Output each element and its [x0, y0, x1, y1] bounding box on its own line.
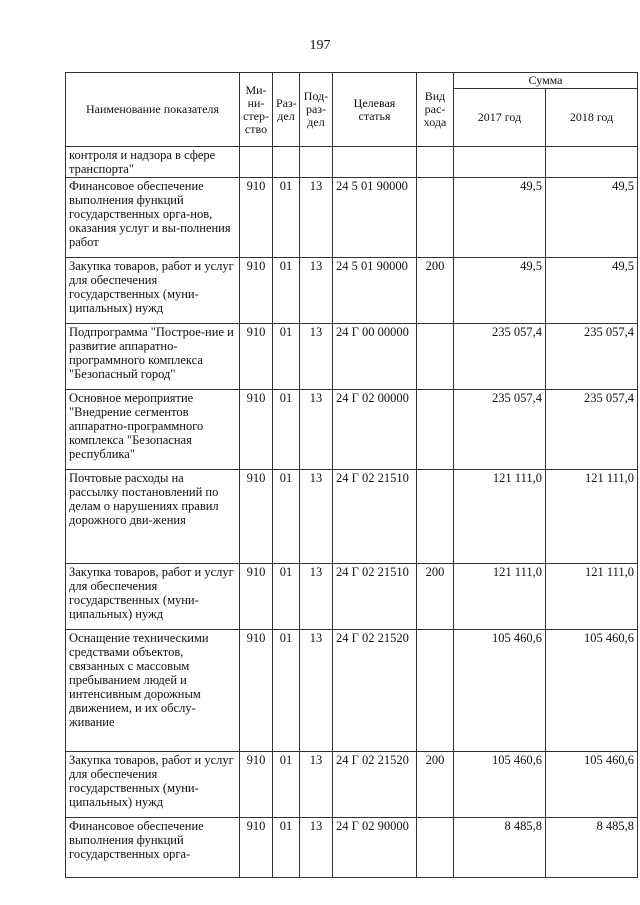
page-number: 197: [309, 38, 331, 53]
header-year-2018: 2018 год: [546, 89, 638, 147]
row-sum-2017: 49,5: [454, 258, 546, 324]
row-subsection: 13: [300, 564, 333, 630]
row-subsection: 13: [300, 630, 333, 752]
row-subsection: 13: [300, 752, 333, 818]
row-section: 01: [273, 752, 300, 818]
row-target: [333, 147, 417, 178]
row-section: 01: [273, 564, 300, 630]
row-section: 01: [273, 178, 300, 258]
row-sum-2017: 8 485,8: [454, 818, 546, 878]
row-target: 24 Г 02 21510: [333, 564, 417, 630]
row-name: Финансовое обеспечение выполнения функций государственных орга-: [66, 818, 240, 878]
header-target: Целевая статья: [333, 73, 417, 147]
row-subsection: 13: [300, 470, 333, 564]
row-section: 01: [273, 818, 300, 878]
header-expense-type: Вид рас- хода: [417, 73, 454, 147]
header-subsection: Под- раз- дел: [300, 73, 333, 147]
row-target: 24 Г 00 00000: [333, 324, 417, 390]
budget-table: [65, 72, 638, 878]
row-target: 24 Г 02 21520: [333, 752, 417, 818]
row-section: 01: [273, 258, 300, 324]
row-sum-2018: 49,5: [546, 178, 638, 258]
header-ministry: Ми- ни- стер- ство: [240, 73, 273, 147]
row-expense-type: [417, 147, 454, 178]
row-sum-2017: 235 057,4: [454, 324, 546, 390]
table-row: [66, 818, 638, 878]
row-sum-2017: 235 057,4: [454, 390, 546, 470]
row-name: Подпрограмма "Построе-ние и развитие аппаратно-программного комплекса "Безопасный город": [66, 324, 240, 390]
row-expense-type: [417, 470, 454, 564]
row-sum-2018: 121 111,0: [546, 470, 638, 564]
row-section: 01: [273, 390, 300, 470]
row-name: Основное мероприятие "Внедрение сегментов аппаратно-программного комплекса "Безопасная республика": [66, 390, 240, 470]
row-name: контроля и надзора в сфере транспорта": [66, 147, 240, 178]
row-sum-2017: 121 111,0: [454, 564, 546, 630]
row-expense-type: 200: [417, 564, 454, 630]
row-expense-type: [417, 818, 454, 878]
row-ministry: 910: [240, 630, 273, 752]
row-sum-2018: 121 111,0: [546, 564, 638, 630]
row-subsection: 13: [300, 818, 333, 878]
row-sum-2018: 8 485,8: [546, 818, 638, 878]
row-target: 24 Г 02 00000: [333, 390, 417, 470]
row-subsection: 13: [300, 390, 333, 470]
row-sum-2018: [546, 147, 638, 178]
row-subsection: 13: [300, 324, 333, 390]
header-section: Раз- дел: [273, 73, 300, 147]
row-sum-2018: 49,5: [546, 258, 638, 324]
table-row: [66, 324, 638, 390]
row-section: 01: [273, 630, 300, 752]
row-sum-2017: [454, 147, 546, 178]
row-section: [273, 147, 300, 178]
row-ministry: 910: [240, 564, 273, 630]
row-name: Закупка товаров, работ и услуг для обеспечения государственных (муни-ципальных) нужд: [66, 752, 240, 818]
row-sum-2017: 121 111,0: [454, 470, 546, 564]
table-row: [66, 390, 638, 470]
row-expense-type: 200: [417, 752, 454, 818]
row-sum-2018: 235 057,4: [546, 390, 638, 470]
table-row: [66, 752, 638, 818]
row-expense-type: 200: [417, 258, 454, 324]
row-target: 24 Г 02 21510: [333, 470, 417, 564]
row-ministry: 910: [240, 752, 273, 818]
row-target: 24 Г 02 90000: [333, 818, 417, 878]
row-ministry: 910: [240, 324, 273, 390]
row-sum-2017: 49,5: [454, 178, 546, 258]
row-expense-type: [417, 630, 454, 752]
header-name: Наименование показателя: [66, 73, 240, 147]
table-row: [66, 178, 638, 258]
row-target: 24 Г 02 21520: [333, 630, 417, 752]
table-row: [66, 564, 638, 630]
table-row: [66, 147, 638, 178]
row-ministry: 910: [240, 470, 273, 564]
row-ministry: 910: [240, 818, 273, 878]
row-subsection: [300, 147, 333, 178]
row-subsection: 13: [300, 258, 333, 324]
row-expense-type: [417, 178, 454, 258]
table-row: [66, 630, 638, 752]
row-name: Почтовые расходы на рассылку постановлений по делам о нарушениях правил дорожного дви-жения: [66, 470, 240, 564]
row-sum-2018: 105 460,6: [546, 630, 638, 752]
row-expense-type: [417, 324, 454, 390]
row-section: 01: [273, 470, 300, 564]
row-sum-2017: 105 460,6: [454, 630, 546, 752]
table-row: [66, 470, 638, 564]
row-name: Закупка товаров, работ и услуг для обеспечения государственных (муни-ципальных) нужд: [66, 258, 240, 324]
header-sum: Сумма: [454, 73, 638, 89]
row-sum-2018: 235 057,4: [546, 324, 638, 390]
row-expense-type: [417, 390, 454, 470]
row-sum-2017: 105 460,6: [454, 752, 546, 818]
row-sum-2018: 105 460,6: [546, 752, 638, 818]
row-name: Финансовое обеспечение выполнения функций государственных орга-нов, оказания услуг и вы-полнения работ: [66, 178, 240, 258]
row-target: 24 5 01 90000: [333, 178, 417, 258]
row-subsection: 13: [300, 178, 333, 258]
table-row: [66, 258, 638, 324]
row-ministry: [240, 147, 273, 178]
header-year-2017: 2017 год: [454, 89, 546, 147]
row-section: 01: [273, 324, 300, 390]
row-name: Закупка товаров, работ и услуг для обеспечения государственных (муни-ципальных) нужд: [66, 564, 240, 630]
row-ministry: 910: [240, 258, 273, 324]
row-ministry: 910: [240, 390, 273, 470]
row-name: Оснащение техническими средствами объектов, связанных с массовым пребыванием людей и интенсивным дорожным движением, и их обслу-живание: [66, 630, 240, 752]
row-target: 24 5 01 90000: [333, 258, 417, 324]
row-ministry: 910: [240, 178, 273, 258]
